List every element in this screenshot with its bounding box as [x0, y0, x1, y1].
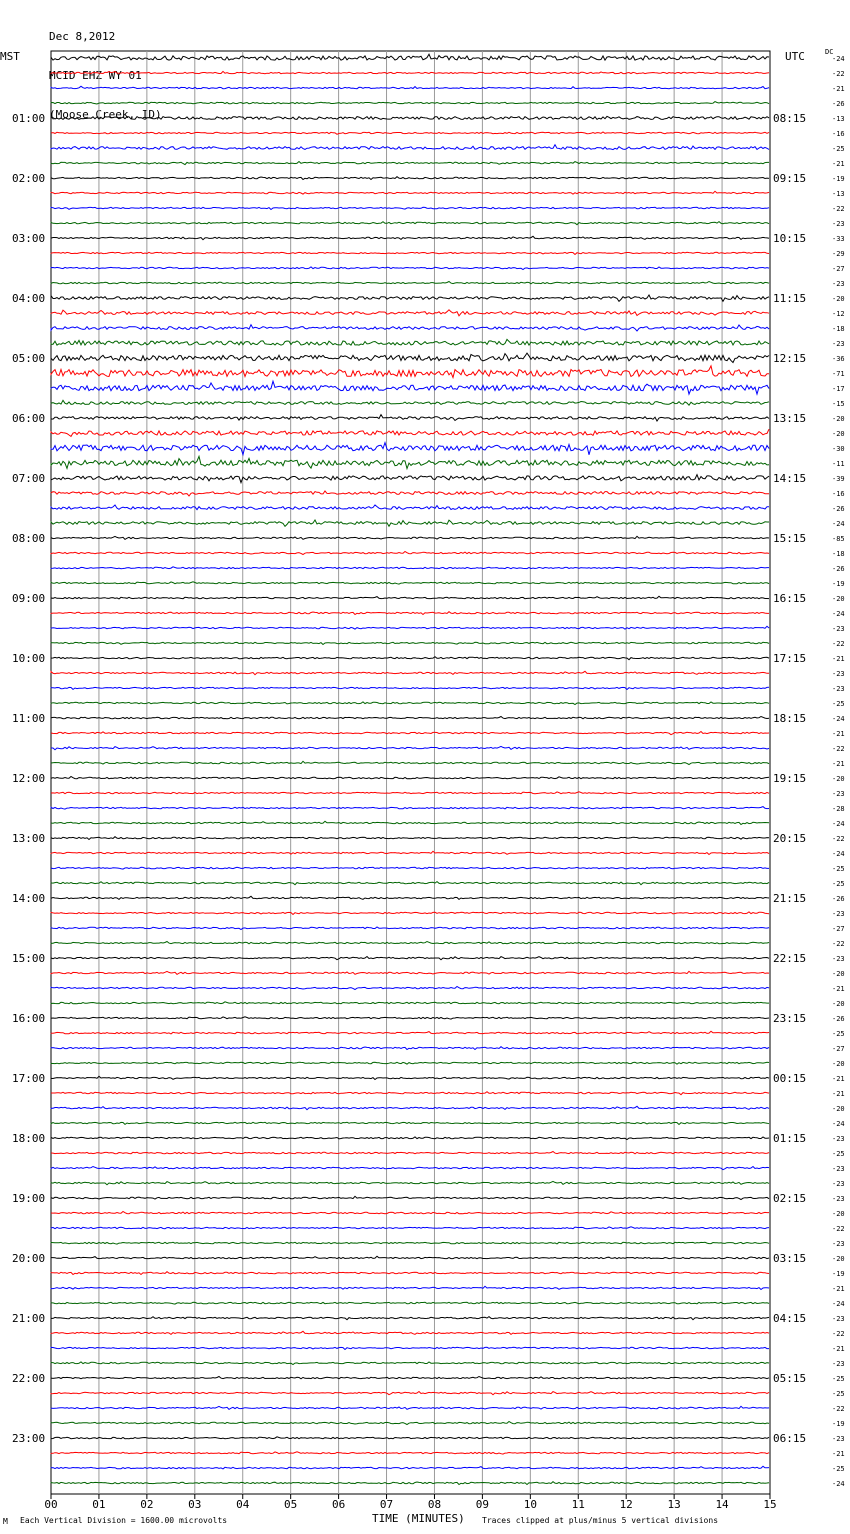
trace-line: [51, 252, 769, 254]
trace-line: [51, 851, 769, 854]
trace-line: [51, 310, 769, 316]
dc-offset-label: -23: [832, 1180, 845, 1188]
dc-label: DC: [825, 48, 834, 56]
utc-hour-label: 15:15: [773, 532, 807, 545]
trace-line: [51, 1106, 769, 1109]
dc-offset-label: -26: [832, 505, 845, 513]
trace-line: [51, 339, 769, 345]
dc-offset-label: -22: [832, 835, 845, 843]
trace-line: [51, 54, 769, 60]
dc-offset-label: -21: [832, 1075, 845, 1083]
dc-offset-label: -18: [832, 550, 845, 558]
trace-line: [51, 1256, 769, 1258]
utc-hour-label: 00:15: [773, 1072, 807, 1085]
trace-line: [51, 1181, 769, 1184]
trace-line: [51, 429, 769, 436]
dc-offset-label: -22: [832, 1330, 845, 1338]
footer-mark: M: [3, 1517, 8, 1526]
dc-offset-label: -24: [832, 1120, 845, 1128]
dc-offset-label: -19: [832, 580, 845, 588]
dc-offset-label: -23: [832, 685, 845, 693]
trace-line: [51, 282, 769, 284]
utc-hour-label: 20:15: [773, 832, 807, 845]
trace-line: [51, 353, 769, 362]
dc-offset-label: -20: [832, 970, 845, 978]
mst-hour-label: 20:00: [12, 1252, 46, 1265]
dc-offset-label: -13: [832, 115, 845, 123]
dc-offset-label: -21: [832, 1450, 845, 1458]
dc-offset-label: -21: [832, 760, 845, 768]
dc-offset-label: -19: [832, 1420, 845, 1428]
x-axis-title: TIME (MINUTES): [372, 1512, 465, 1525]
utc-hour-label: 12:15: [773, 352, 807, 365]
utc-hour-label: 14:15: [773, 472, 807, 485]
trace-line: [51, 520, 769, 526]
trace-line: [51, 267, 769, 270]
utc-label: UTC: [785, 50, 805, 63]
dc-offset-label: -25: [832, 1030, 845, 1038]
dc-offset-label: -22: [832, 1225, 845, 1233]
utc-hour-label: 02:15: [773, 1192, 807, 1205]
dc-offset-label: -25: [832, 700, 845, 708]
trace-line: [51, 443, 769, 455]
utc-hour-label: 13:15: [773, 412, 807, 425]
trace-line: [51, 582, 769, 584]
x-tick-label: 13: [667, 1498, 681, 1511]
utc-hour-label: 06:15: [773, 1432, 807, 1445]
dc-offset-label: -20: [832, 1255, 845, 1263]
dc-offset-label: -20: [832, 595, 845, 603]
dc-offset-label: -25: [832, 1150, 845, 1158]
trace-line: [51, 1272, 769, 1275]
trace-line: [51, 792, 769, 794]
trace-line: [51, 942, 769, 944]
dc-offset-label: -23: [832, 220, 845, 228]
trace-line: [51, 1482, 769, 1485]
utc-hour-label: 22:15: [773, 952, 807, 965]
dc-offset-label: -25: [832, 145, 845, 153]
dc-offset-label: -13: [832, 190, 845, 198]
trace-line: [51, 777, 769, 779]
utc-hour-label: 08:15: [773, 112, 807, 125]
trace-line: [51, 1196, 769, 1199]
trace-line: [51, 132, 769, 134]
dc-offset-label: -23: [832, 955, 845, 963]
mst-hour-label: 14:00: [12, 892, 46, 905]
dc-offset-label: -24: [832, 610, 845, 618]
dc-offset-label: -23: [832, 1165, 845, 1173]
dc-offset-label: -22: [832, 205, 845, 213]
dc-offset-label: -16: [832, 130, 845, 138]
trace-line: [51, 162, 769, 165]
trace-line: [51, 912, 769, 915]
trace-line: [51, 1167, 769, 1170]
trace-line: [51, 236, 769, 239]
trace-line: [51, 325, 769, 331]
mst-hour-label: 07:00: [12, 472, 46, 485]
dc-offset-label: -11: [832, 460, 845, 468]
trace-line: [51, 1122, 769, 1124]
trace-line: [51, 491, 769, 496]
mst-hour-label: 13:00: [12, 832, 46, 845]
x-tick-label: 10: [523, 1498, 537, 1511]
mst-hour-label: 09:00: [12, 592, 46, 605]
utc-hour-label: 04:15: [773, 1312, 807, 1325]
trace-line: [51, 1437, 769, 1439]
trace-line: [51, 475, 769, 483]
trace-line: [51, 867, 769, 869]
trace-line: [51, 567, 769, 569]
dc-offset-label: -23: [832, 1435, 845, 1443]
trace-line: [51, 896, 769, 899]
trace-line: [51, 1002, 769, 1004]
dc-offset-label: -22: [832, 640, 845, 648]
trace-line: [51, 552, 769, 555]
dc-offset-label: -25: [832, 880, 845, 888]
dc-offset-label: -27: [832, 265, 845, 273]
dc-offset-label: -23: [832, 1360, 845, 1368]
trace-line: [51, 671, 769, 674]
trace-line: [51, 1152, 769, 1154]
trace-line: [51, 1227, 769, 1229]
mst-hour-label: 10:00: [12, 652, 46, 665]
trace-line: [51, 116, 769, 119]
trace-line: [51, 1212, 769, 1214]
dc-offset-label: -24: [832, 1480, 845, 1488]
dc-offset-label: -20: [832, 1060, 845, 1068]
mst-hour-label: 19:00: [12, 1192, 46, 1205]
trace-line: [51, 1392, 769, 1395]
dc-offset-label: -39: [832, 475, 845, 483]
dc-offset-label: -26: [832, 565, 845, 573]
trace-line: [51, 1092, 769, 1095]
x-tick-label: 00: [44, 1498, 58, 1511]
trace-line: [51, 927, 769, 930]
x-tick-label: 15: [763, 1498, 777, 1511]
trace-line: [51, 1137, 769, 1140]
x-tick-label: 14: [715, 1498, 729, 1511]
trace-line: [51, 366, 769, 378]
utc-hour-label: 11:15: [773, 292, 807, 305]
dc-offset-label: -23: [832, 280, 845, 288]
x-tick-label: 07: [379, 1498, 394, 1511]
trace-line: [51, 821, 769, 824]
dc-offset-label: -23: [832, 625, 845, 633]
trace-line: [51, 145, 769, 150]
trace-line: [51, 1076, 769, 1079]
trace-line: [51, 86, 769, 88]
dc-offset-label: -24: [832, 520, 845, 528]
footer-scale: Each Vertical Division = 1600.00 microvolts: [20, 1516, 228, 1525]
mst-hour-label: 15:00: [12, 952, 46, 965]
trace-line: [51, 837, 769, 840]
trace-line: [51, 702, 769, 705]
trace-line: [51, 987, 769, 990]
dc-offset-label: -24: [832, 55, 845, 63]
dc-offset-label: -26: [832, 895, 845, 903]
x-tick-label: 09: [475, 1498, 490, 1511]
utc-hour-label: 01:15: [773, 1132, 807, 1145]
dc-offset-label: -85: [832, 535, 845, 543]
dc-offset-label: -22: [832, 70, 845, 78]
trace-line: [51, 596, 769, 599]
trace-line: [51, 177, 769, 180]
mst-hour-label: 03:00: [12, 232, 46, 245]
dc-offset-label: -71: [832, 370, 845, 378]
mst-hour-label: 02:00: [12, 172, 46, 185]
trace-line: [51, 1406, 769, 1409]
dc-offset-label: -26: [832, 1015, 845, 1023]
dc-offset-label: -25: [832, 865, 845, 873]
utc-hour-label: 05:15: [773, 1372, 807, 1385]
dc-offset-label: -23: [832, 910, 845, 918]
dc-offset-label: -24: [832, 1300, 845, 1308]
dc-offset-label: -24: [832, 850, 845, 858]
trace-line: [51, 746, 769, 749]
dc-offset-label: -21: [832, 730, 845, 738]
trace-line: [51, 1062, 769, 1064]
mst-hour-label: 12:00: [12, 772, 46, 785]
dc-offset-label: -20: [832, 430, 845, 438]
utc-hour-label: 16:15: [773, 592, 807, 605]
dc-offset-label: -24: [832, 715, 845, 723]
dc-offset-label: -23: [832, 340, 845, 348]
dc-offset-label: -21: [832, 160, 845, 168]
utc-hour-label: 10:15: [773, 232, 807, 245]
utc-hour-label: 19:15: [773, 772, 807, 785]
dc-offset-label: -22: [832, 745, 845, 753]
dc-offset-label: -17: [832, 385, 845, 393]
trace-line: [51, 295, 769, 301]
mst-hour-label: 11:00: [12, 712, 46, 725]
dc-offset-label: -21: [832, 1285, 845, 1293]
trace-line: [51, 807, 769, 810]
trace-line: [51, 222, 769, 225]
dc-offset-label: -21: [832, 1090, 845, 1098]
utc-hour-label: 17:15: [773, 652, 807, 665]
x-tick-label: 03: [188, 1498, 202, 1511]
dc-offset-label: -27: [832, 925, 845, 933]
trace-line: [51, 505, 769, 510]
mst-hour-label: 22:00: [12, 1372, 46, 1385]
mst-hour-label: 04:00: [12, 292, 46, 305]
dc-offset-label: -18: [832, 325, 845, 333]
trace-line: [51, 732, 769, 735]
dc-offset-label: -23: [832, 1135, 845, 1143]
dc-offset-label: -28: [832, 805, 845, 813]
mst-hour-label: 01:00: [12, 112, 46, 125]
dc-offset-label: -12: [832, 310, 845, 318]
x-tick-label: 06: [331, 1498, 346, 1511]
dc-offset-label: -16: [832, 490, 845, 498]
trace-line: [51, 1302, 769, 1304]
utc-hour-label: 03:15: [773, 1252, 807, 1265]
trace-line: [51, 1362, 769, 1365]
trace-line: [51, 1317, 769, 1320]
utc-hour-label: 23:15: [773, 1012, 807, 1025]
trace-line: [51, 1286, 769, 1289]
trace-line: [51, 642, 769, 644]
utc-hour-label: 21:15: [773, 892, 807, 905]
trace-line: [51, 1422, 769, 1425]
trace-line: [51, 400, 769, 405]
dc-offset-label: -27: [832, 1045, 845, 1053]
trace-line: [51, 761, 769, 764]
dc-offset-label: -36: [832, 355, 845, 363]
dc-offset-label: -22: [832, 1405, 845, 1413]
dc-offset-label: -23: [832, 1195, 845, 1203]
dc-offset-label: -19: [832, 175, 845, 183]
mst-hour-label: 06:00: [12, 412, 46, 425]
trace-line: [51, 1047, 769, 1050]
dc-offset-label: -15: [832, 400, 845, 408]
trace-line: [51, 1452, 769, 1454]
trace-line: [51, 71, 769, 73]
trace-line: [51, 1347, 769, 1349]
mst-label: MST: [0, 50, 20, 63]
trace-line: [51, 191, 769, 194]
dc-offset-label: -25: [832, 1465, 845, 1473]
dc-offset-label: -20: [832, 1105, 845, 1113]
dc-offset-label: -20: [832, 1000, 845, 1008]
mst-hour-label: 08:00: [12, 532, 46, 545]
dc-offset-label: -29: [832, 250, 845, 258]
dc-offset-label: -20: [832, 1210, 845, 1218]
trace-line: [51, 1377, 769, 1379]
trace-line: [51, 717, 769, 719]
trace-line: [51, 626, 769, 629]
mst-hour-label: 23:00: [12, 1432, 46, 1445]
x-tick-label: 02: [140, 1498, 154, 1511]
x-tick-label: 12: [619, 1498, 633, 1511]
mst-hour-label: 21:00: [12, 1312, 46, 1325]
x-tick-label: 11: [571, 1498, 585, 1511]
trace-line: [51, 102, 769, 104]
dc-offset-label: -20: [832, 415, 845, 423]
trace-line: [51, 456, 769, 468]
trace-line: [51, 657, 769, 660]
trace-line: [51, 687, 769, 689]
trace-line: [51, 612, 769, 615]
mst-hour-label: 05:00: [12, 352, 46, 365]
dc-offset-label: -23: [832, 790, 845, 798]
trace-line: [51, 1331, 769, 1334]
trace-line: [51, 207, 769, 209]
dc-offset-label: -26: [832, 100, 845, 108]
station-label: MCID EHZ WY 01: [49, 69, 142, 82]
dc-offset-label: -20: [832, 775, 845, 783]
dc-offset-label: -24: [832, 820, 845, 828]
mst-hour-label: 16:00: [12, 1012, 46, 1025]
dc-offset-label: -25: [832, 1375, 845, 1383]
trace-line: [51, 957, 769, 960]
mst-hour-label: 18:00: [12, 1132, 46, 1145]
dc-offset-label: -19: [832, 1270, 845, 1278]
dc-offset-label: -23: [832, 1315, 845, 1323]
utc-hour-label: 09:15: [773, 172, 807, 185]
x-tick-label: 04: [236, 1498, 250, 1511]
location-label: (Moose Creek, ID): [49, 108, 162, 121]
dc-offset-label: -23: [832, 1240, 845, 1248]
utc-hour-label: 18:15: [773, 712, 807, 725]
trace-line: [51, 1031, 769, 1034]
footer-clip: Traces clipped at plus/minus 5 vertical divisions: [482, 1516, 719, 1525]
dc-offset-label: -20: [832, 295, 845, 303]
dc-offset-label: -23: [832, 670, 845, 678]
trace-line: [51, 1017, 769, 1019]
trace-line: [51, 381, 769, 394]
x-tick-label: 08: [427, 1498, 442, 1511]
trace-line: [51, 415, 769, 421]
x-tick-label: 05: [284, 1498, 298, 1511]
dc-offset-label: -25: [832, 1390, 845, 1398]
trace-line: [51, 536, 769, 539]
dc-offset-label: -21: [832, 985, 845, 993]
trace-line: [51, 971, 769, 974]
dc-offset-label: -33: [832, 235, 845, 243]
dc-offset-label: -21: [832, 1345, 845, 1353]
dc-offset-label: -21: [832, 85, 845, 93]
trace-line: [51, 882, 769, 885]
dc-offset-label: -22: [832, 940, 845, 948]
dc-offset-label: -21: [832, 655, 845, 663]
trace-line: [51, 1466, 769, 1469]
dc-offset-label: -30: [832, 445, 845, 453]
mst-hour-label: 17:00: [12, 1072, 46, 1085]
date-label: Dec 8,2012: [49, 30, 116, 43]
trace-line: [51, 1242, 769, 1244]
x-tick-label: 01: [92, 1498, 106, 1511]
